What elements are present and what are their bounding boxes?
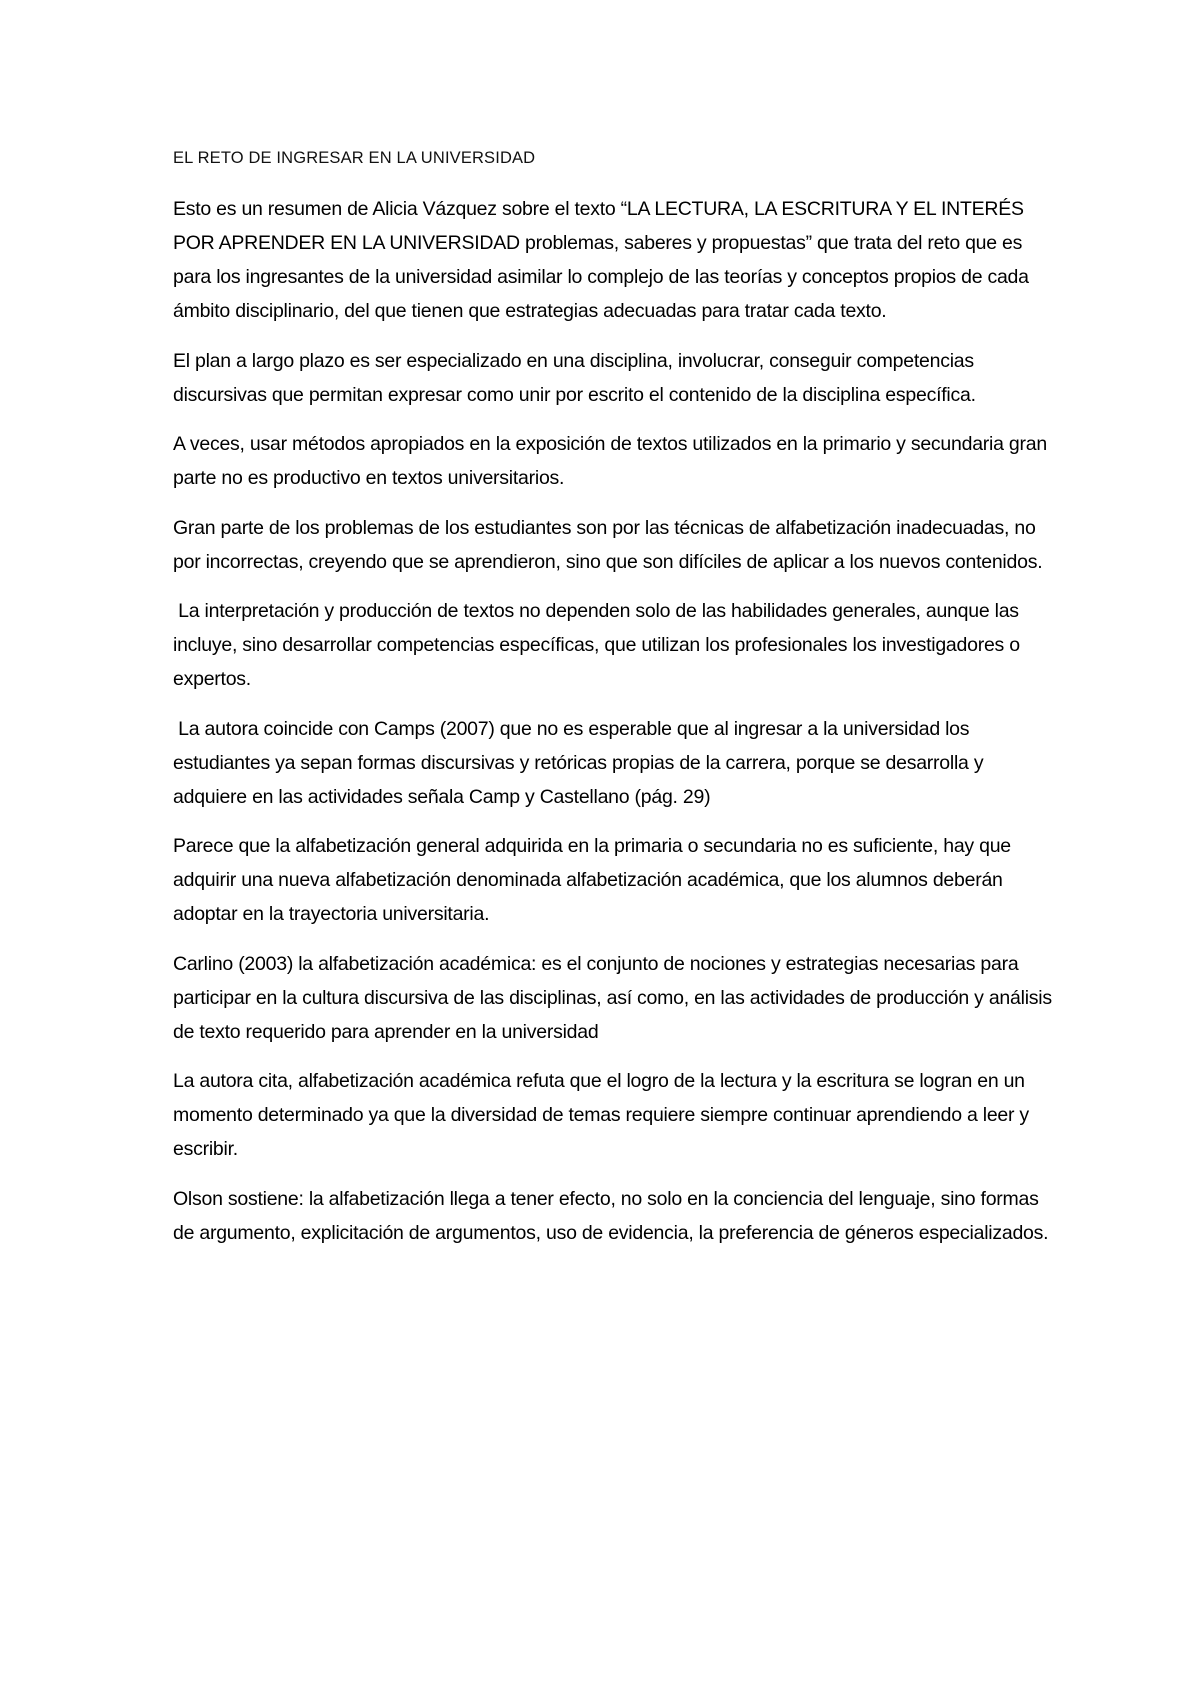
paragraph-8: Carlino (2003) la alfabetización académica: es el conjunto de nociones y estrategias necesarias para participar en la cultura discursiva de las disciplinas, así como, en las actividades de producción y análisis de texto requerido para aprender en la universidad — [173, 952, 1052, 1043]
paragraph-10: Olson sostiene: la alfabetización llega a tener efecto, no solo en la conciencia del lenguaje, sino formas de argumento, explicitación de argumentos, uso de evidencia, la preferencia de géneros especializados. — [173, 1187, 1049, 1244]
paragraph-6: La autora coincide con Camps (2007) que no es esperable que al ingresar a la universidad los estudiantes ya sepan formas discursivas y retóricas propias de la carrera, porque se desarrolla y adquiere en las actividades señala Camp y Castellano (pág. 29) — [173, 717, 989, 808]
paragraph-5: La interpretación y producción de textos no dependen solo de las habilidades generales, aunque las incluye, sino desarrollar competencias específicas, que utilizan los profesionales los investigadores o expertos. — [173, 600, 1025, 690]
paragraph-9: La autora cita, alfabetización académica refuta que el logro de la lectura y la escritura se logran en un momento determinado ya que la diversidad de temas requiere siempre continuar aprendiendo a leer y escribir. — [173, 1070, 1029, 1160]
document-body — [173, 146, 1053, 1265]
paragraph-1: Esto es un resumen de Alicia Vázquez sobre el texto “LA LECTURA, LA ESCRITURA Y EL INTERÉS POR APRENDER EN LA UNIVERSIDAD problemas, saberes y propuestas” que trata del reto que es para los ingresantes de la universidad asimilar lo complejo de las teorías y conceptos propios de cada ámbito disciplinario, del que tienen que estrategias adecuadas para tratar cada texto. — [173, 198, 1029, 322]
paragraph-4: Gran parte de los problemas de los estudiantes son por las técnicas de alfabetización inadecuadas, no por incorrectas, creyendo que se aprendieron, sino que son difíciles de aplicar a los nuevos contenidos. — [173, 516, 1043, 573]
paragraph-7: Parece que la alfabetización general adquirida en la primaria o secundaria no es suficiente, hay que adquirir una nueva alfabetización denominada alfabetización académica, que los alumnos deberán adoptar en la trayectoria universitaria. — [173, 835, 1011, 925]
document-title: EL RETO DE INGRESAR EN LA UNIVERSIDAD — [173, 149, 536, 167]
paragraph-3: A veces, usar métodos apropiados en la exposición de textos utilizados en la primario y secundaria gran parte no es productivo en textos universitarios. — [173, 433, 1047, 489]
paragraph-2: El plan a largo plazo es ser especializado en una disciplina, involucrar, conseguir competencias discursivas que permitan expresar como unir por escrito el contenido de la disciplina específica. — [173, 349, 976, 406]
